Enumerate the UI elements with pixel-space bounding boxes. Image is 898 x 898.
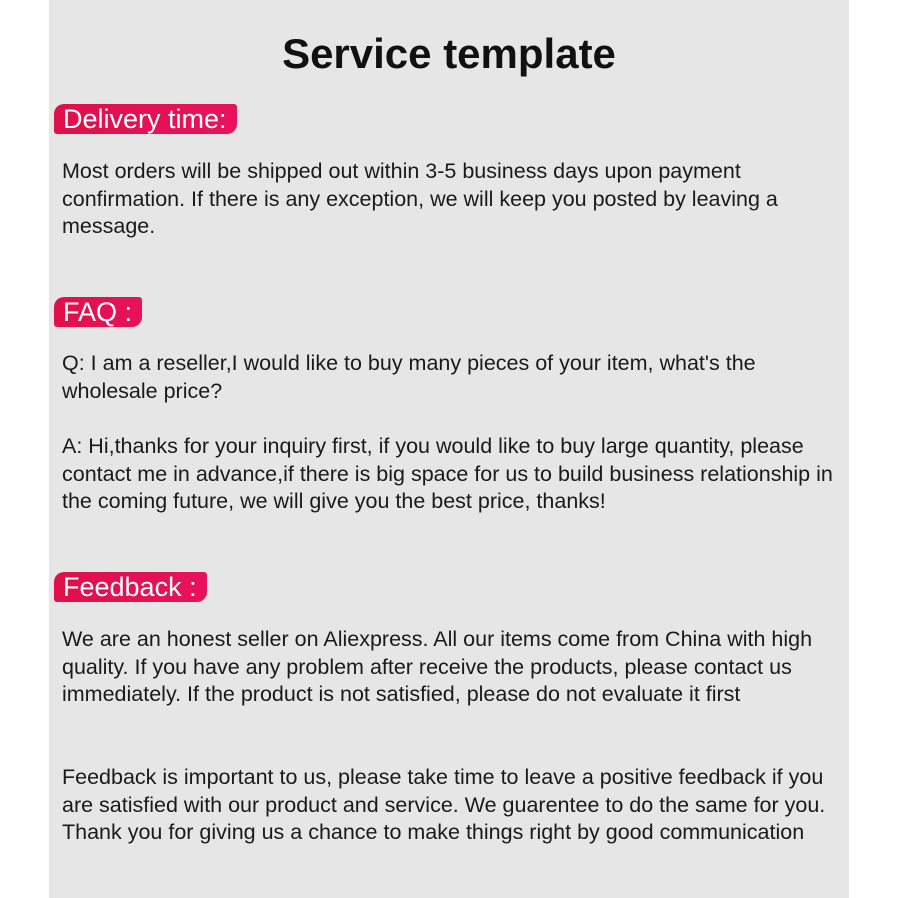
faq-question: Q: I am a reseller,I would like to buy many pieces of your item, what's the wholesale price? xyxy=(62,351,756,403)
feedback-text-1: We are an honest seller on Aliexpress. All our items come from China with high quality. If you have any problem after receive the products, please contact us immediately. If the product is not satisfied, please do not evaluate it first xyxy=(62,627,813,706)
delivery-text: Most orders will be shipped out within 3-5 business days upon payment confirmation. If there is any exception, we will keep you posted by leaving a message. xyxy=(62,159,778,238)
feedback-text-2: Feedback is important to us, please take time to leave a positive feedback if you are satisfied with our product and service. We guarentee to do the same for you. Thank you for giving us a chance to make things right by good communication xyxy=(62,765,826,844)
faq-badge: FAQ : xyxy=(54,297,142,327)
faq-answer: A: Hi,thanks for your inquiry first, if you would like to buy large quantity, please contact me in advance,if there is big space for us to build business relationship in the coming future, we will give you the best price, thanks! xyxy=(62,434,833,513)
delivery-time-badge: Delivery time: xyxy=(54,104,237,134)
service-panel xyxy=(49,0,849,898)
page-title: Service template xyxy=(282,30,616,77)
feedback-badge: Feedback : xyxy=(54,572,207,602)
